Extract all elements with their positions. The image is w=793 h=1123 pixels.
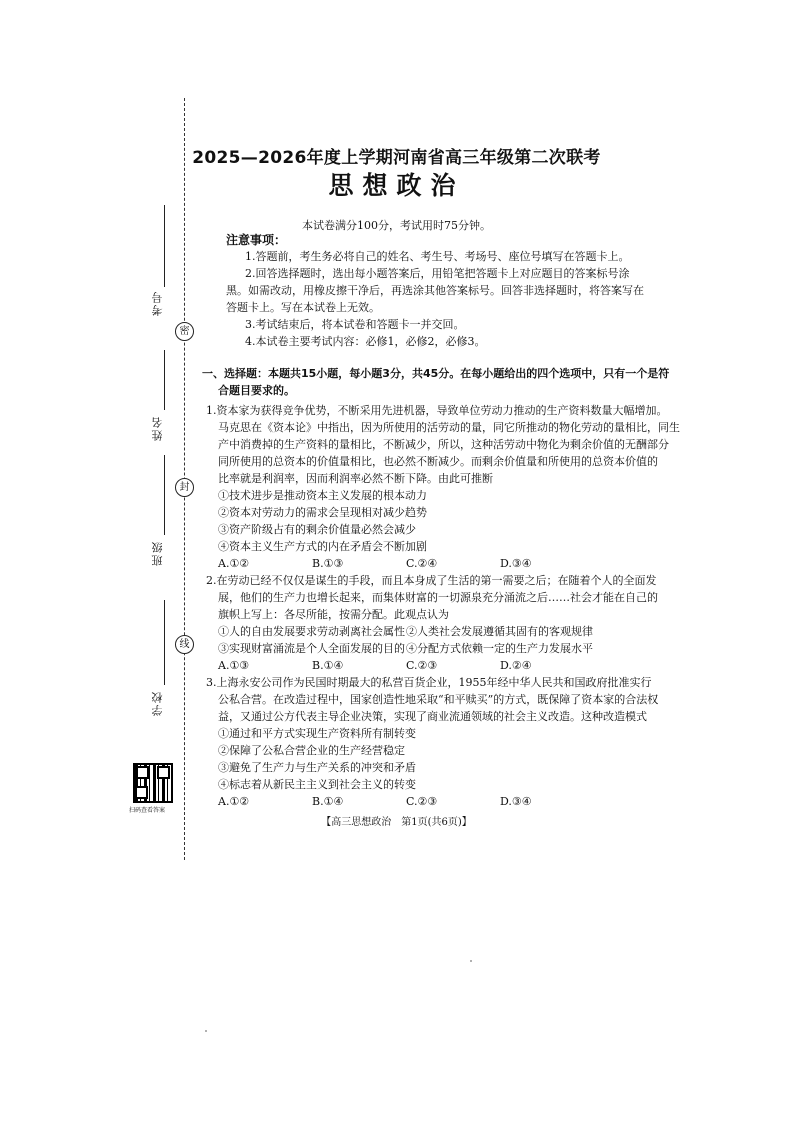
q3-choice-c: C.②③ [406, 795, 438, 808]
q1-option-4: ④资本主义生产方式的内在矛盾会不断加剧 [218, 540, 427, 553]
school-line [164, 600, 165, 685]
section-heading: 一、选择题：本题共15小题，每小题3分，共45分。在每小题给出的四个选项中，只有一个是符 [202, 367, 670, 380]
q2-option-3: ③实现财富涌流是个人全面发展的目的 [218, 642, 405, 655]
q1-option-3: ③资产阶级占有的剩余价值量必然会减少 [218, 523, 416, 536]
name-label: 姓名 [151, 415, 164, 441]
q1-option-2: ②资本对劳动力的需求会呈现相对减少趋势 [218, 506, 427, 519]
q2-choice-a: A.①③ [218, 659, 250, 672]
notice-line-5: 3.考试结束后，将本试卷和答题卡一并交回。 [245, 318, 465, 331]
q2-choice-b: B.①④ [312, 659, 344, 672]
q3-option-2: ②保障了公私合营企业的生产经营稳定 [218, 744, 405, 757]
q3-choice-b: B.①④ [312, 795, 344, 808]
q1-stem-3: 产中消费掉的生产资料的量相比，不断减少，所以，这种活劳动中物化为剩余价值的无酬部分 [218, 438, 669, 451]
q1-stem-2: 马克思在《资本论》中指出，因为所使用的活劳动的量，同它所推动的物化劳动的量相比，同生 [218, 421, 680, 434]
q1-stem-5: 比率就是利润率，因而利润率必然不断下降。由此可推断 [218, 472, 493, 485]
notice-line-4: 答题卡上。写在本试卷上无效。 [226, 301, 380, 314]
qr-finder-pattern [135, 786, 148, 799]
q2-choice-c: C.②③ [406, 659, 438, 672]
q3-option-1: ①通过和平方式实现生产资料所有制转变 [218, 727, 416, 740]
q1-choice-d: D.③④ [500, 557, 532, 570]
notice-line-6: 4.本试卷主要考试内容：必修1，必修2，必修3。 [245, 335, 486, 348]
class-line [164, 455, 165, 535]
q3-stem-2: 公私合营。在改造过程中，国家创造性地采取“和平赎买”的方式，既保障了资本家的合法权 [218, 693, 659, 706]
q3-option-4: ④标志着从新民主主义到社会主义的转变 [218, 778, 416, 791]
school-label: 学校 [151, 690, 164, 716]
seal-mark-mi: 密 [175, 322, 194, 341]
q2-stem-3: 旗帜上写上：各尽所能，按需分配。此观点认为 [218, 608, 449, 621]
notice-heading: 注意事项： [226, 233, 287, 247]
scan-speck [205, 1030, 207, 1032]
section-heading-cont: 合题目要求的。 [218, 384, 295, 397]
notice-line-2: 2.回答选择题时，选出每小题答案后，用铅笔把答题卡上对应题目的答案标号涂 [245, 267, 630, 280]
q2-stem-1: 2.在劳动已经不仅仅是谋生的手段，而且本身成了生活的第一需要之后；在随着个人的全面发 [206, 574, 657, 587]
q3-option-3: ③避免了生产力与生产关系的冲突和矛盾 [218, 761, 416, 774]
q2-choice-d: D.②④ [500, 659, 532, 672]
q2-option-4: ④分配方式依赖一定的生产力发展水平 [406, 642, 593, 655]
q3-choice-a: A.①② [218, 795, 250, 808]
subject-title: 思想政治 [328, 171, 465, 200]
notice-line-3: 黑。如需改动，用橡皮擦干净后，再选涂其他答案标号。回答非选择题时，将答案写在 [226, 284, 644, 297]
q1-choice-b: B.①③ [312, 557, 344, 570]
exam-title: 2025—2026年度上学期河南省高三年级第二次联考 [192, 148, 601, 168]
q2-option-1: ①人的自由发展要求劳动剥离社会属性 [218, 625, 405, 638]
q1-stem-1: 1.资本家为获得竞争优势，不断采用先进机器，导致单位劳动力推动的生产资料数量大幅增加。 [206, 404, 668, 417]
seal-mark-feng: 封 [175, 478, 194, 497]
exam-number-label: 考号 [151, 290, 164, 316]
q3-choice-d: D.③④ [500, 795, 532, 808]
page-footer: 【高三思想政治 第1页(共6页)】 [321, 817, 472, 828]
q1-stem-4: 同所使用的总资本的价值量相比，也必然不断减少。而剩余价值量和所使用的总资本价值的 [218, 455, 658, 468]
q3-stem-3: 益，又通过公方代表主导企业决策，实现了商业流通领域的社会主义改造。这种改造模式 [218, 710, 647, 723]
class-label: 班级 [151, 540, 164, 566]
q1-choice-a: A.①② [218, 557, 250, 570]
q1-choice-c: C.②④ [406, 557, 438, 570]
exam-info: 本试卷满分100分，考试用时75分钟。 [302, 219, 491, 232]
scan-speck [470, 960, 472, 962]
seal-mark-xian: 线 [175, 635, 194, 654]
q2-option-2: ②人类社会发展遵循其固有的客观规律 [406, 625, 593, 638]
name-line [164, 350, 165, 410]
q2-stem-2: 展，他们的生产力也增长起来，而集体财富的一切源泉充分涌流之后……社会才能在自己的 [218, 591, 658, 604]
qr-caption: 扫码查看答案 [129, 807, 166, 814]
notice-line-1: 1.答题前，考生务必将自己的姓名、考生号、考场号、座位号填写在答题卡上。 [245, 250, 630, 263]
q3-stem-1: 3.上海永安公司作为民国时期最大的私营百货企业，1955年经中华人民共和国政府批准实行 [206, 676, 652, 689]
q1-option-1: ①技术进步是推动资本主义发展的根本动力 [218, 489, 427, 502]
